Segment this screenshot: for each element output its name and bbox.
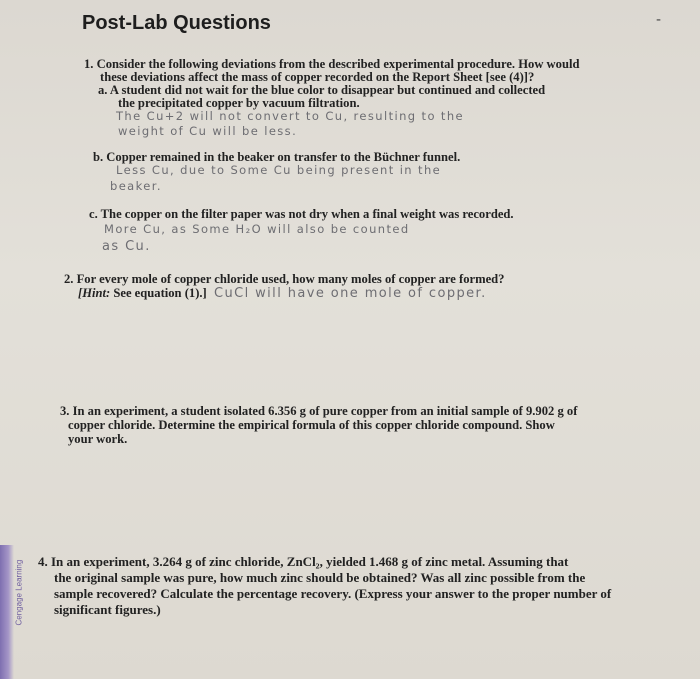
q1a-text-line2: the precipitated copper by vacuum filtration. [118,96,360,110]
q1a-text-line1: a. A student did not wait for the blue color to disappear but continued and collected [98,83,546,97]
page-title: Post-Lab Questions [82,12,271,34]
q2-text: 2. For every mole of copper chloride used, how many moles of copper are formed? [64,272,505,286]
q1-text-line2: these deviations affect the mass of copper recorded on the Report Sheet [see (4)]? [100,70,535,84]
q1b-handwritten-answer-line1: Less Cu, due to Some Cu being present in the [116,163,442,177]
q2-hint [78,286,207,300]
q4-text-line4: significant figures.) [54,602,161,617]
q1-text-line1: 1. Consider the following deviations from the described experimental procedure. How would [84,57,580,71]
q1a-handwritten-answer-line1: The Cu+2 will not convert to Cu, resulting to the [116,109,465,123]
q3-text-line3: your work. [68,432,128,446]
q4-text-line1: 4. In an experiment, 3.264 g of zinc chloride, ZnCl₂, yielded 1.468 g of zinc metal. Assuming that [38,554,569,569]
page-edge-shadow [0,545,14,679]
q4-text-line3: sample recovered? Calculate the percentage recovery. (Express your answer to the proper number of [54,586,612,601]
q1a-handwritten-answer-line2: weight of Cu will be less. [118,124,298,138]
publisher-credit: Cengage Learning [14,559,24,626]
q4-text-line2: the original sample was pure, how much zinc should be obtained? Was all zinc possible from the [54,570,586,585]
q1b-handwritten-answer-line2: beaker. [110,179,162,193]
margin-mark: - [656,12,662,28]
q1c-handwritten-answer-line1: More Cu, as Some H₂O will also be counted [104,222,410,236]
q2-handwritten-answer: CuCl will have one mole of copper. [214,286,487,301]
q1c-text: c. The copper on the filter paper was not dry when a final weight was recorded. [89,207,514,221]
q1c-handwritten-answer-line2: as Cu. [102,239,151,254]
q3-text-line1: 3. In an experiment, a student isolated 6.356 g of pure copper from an initial sample of 9.902 g of [60,404,578,418]
q1b-text: b. Copper remained in the beaker on transfer to the Büchner funnel. [93,150,461,164]
q2-hint-label: [Hint: [78,286,111,300]
q2-hint-text: See equation (1).] [113,286,207,300]
q3-text-line2: copper chloride. Determine the empirical formula of this copper chloride compound. Show [68,418,555,432]
